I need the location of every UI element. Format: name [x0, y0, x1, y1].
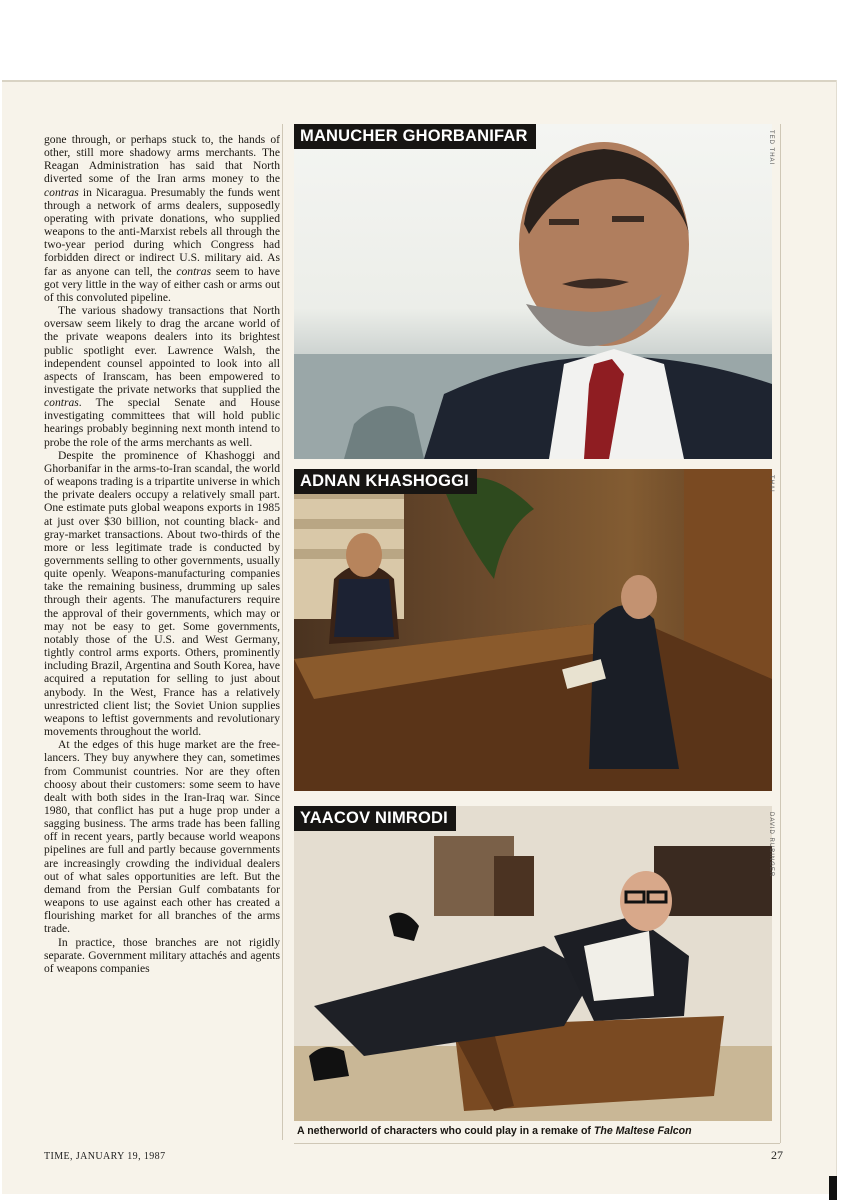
caption-text: A netherworld of characters who could play in a remake of	[297, 1125, 594, 1137]
photo-credit: TED THAI	[768, 130, 774, 166]
column-divider	[282, 124, 283, 1140]
binding-edge	[829, 1176, 837, 1200]
caption-film-title: The Maltese Falcon	[593, 1125, 692, 1137]
name-tag: ADNAN KHASHOGGI	[294, 469, 477, 494]
photo-khashoggi	[294, 469, 772, 791]
article-paragraph: The various shadowy transactions that North oversaw seem likely to drag the arcane world of the private weapons dealers into its brightest public spotlight ever. Lawrence Walsh, the independent counsel appointed to look into all aspects of Iranscam, has been empowered to investigate the private networks that supplied the contras. The special Senate and House investigating committees that will hold public hearings probably beginning next month intend to probe the role of the arms merchants as well.	[44, 304, 280, 449]
issue-footer: TIME, JANUARY 19, 1987	[44, 1151, 166, 1162]
photo-credit: DAVID RUBINGER	[768, 812, 774, 878]
article-paragraph: gone through, or perhaps stuck to, the hands of other, still more shadowy arms merchants. The Reagan Administration has said that North diverted some of the Iran arms money to the contras in Nicaragua. Presumably the funds went through a network of arms dealers, supposedly operating with private donations, who supplied weapons to the anti-Marxist rebels all through the two-year period during which Congress had forbidden direct or indirect U.S. military aid. As far as anyone can tell, the contras seem to have got very little in the way of either cash or arms out of this convoluted pipeline.	[44, 133, 281, 304]
ghorbanifar-portrait-illustration	[294, 124, 772, 459]
photo-nimrodi	[294, 806, 772, 1121]
photo-caption	[297, 1125, 692, 1137]
photo-ghorbanifar	[294, 124, 772, 459]
article-paragraph: Despite the prominence of Khashoggi and Ghorbanifar in the arms-to-Iran scandal, the world of weapons trading is a tripartite universe in which the private dealers occupy a relatively small part. One estimate puts global weapons exports in 1985 at just over $30 billion, not counting black- and gray-market transactions. About two-thirds of the more or less legitimate trade is conducted by governments selling to other governments, usually quite openly. Weapons-manufacturing companies take the remaining business, drumming up sales through their agents. The manufacturers require the approval of their governments, which may or may not be easy to get. Some governments, notably those of the U.S. and West Germany, tightly control arms exports. Others, prominently including Brazil, Argentina and South Korea, have acquired a reputation for selling to just about anybody. In the West, France has a relatively unrestricted client list; the Soviet Union supplies weapons to leftist governments and revolutionary movements throughout the world.	[44, 448, 280, 739]
photo-frame-right	[780, 124, 781, 1143]
article-paragraph: In practice, those branches are not rigidly separate. Government military attachés and agents of weapons companies	[44, 935, 280, 975]
page-number: 27	[771, 1148, 783, 1162]
khashoggi-office-illustration	[294, 469, 772, 791]
name-tag: YAACOV NIMRODI	[294, 806, 456, 831]
article-column	[44, 133, 280, 1159]
caption-divider	[294, 1143, 780, 1144]
photo-credit: THAI	[768, 475, 774, 493]
name-tag: MANUCHER GHORBANIFAR	[294, 124, 536, 149]
article-paragraph: At the edges of this huge market are the free-lancers. They buy anywhere they can, sometimes from Communist countries. Nor are they often choosy about their customers: some seem to have dealt with both sides in the Iran-Iraq war. Since 1980, that conflict has put a huge prop under a sagging business. The arms trade has been falling off in recent years, partly because world weapons pipelines are full and partly because governments are increasingly crowding the individual dealers out of what sales opportunities are left. But the demand from the Persian Gulf combatants for weapons to use against each other has created a flourishing market for all branches of the arms trade.	[44, 738, 280, 936]
nimrodi-armchair-illustration	[294, 806, 772, 1121]
